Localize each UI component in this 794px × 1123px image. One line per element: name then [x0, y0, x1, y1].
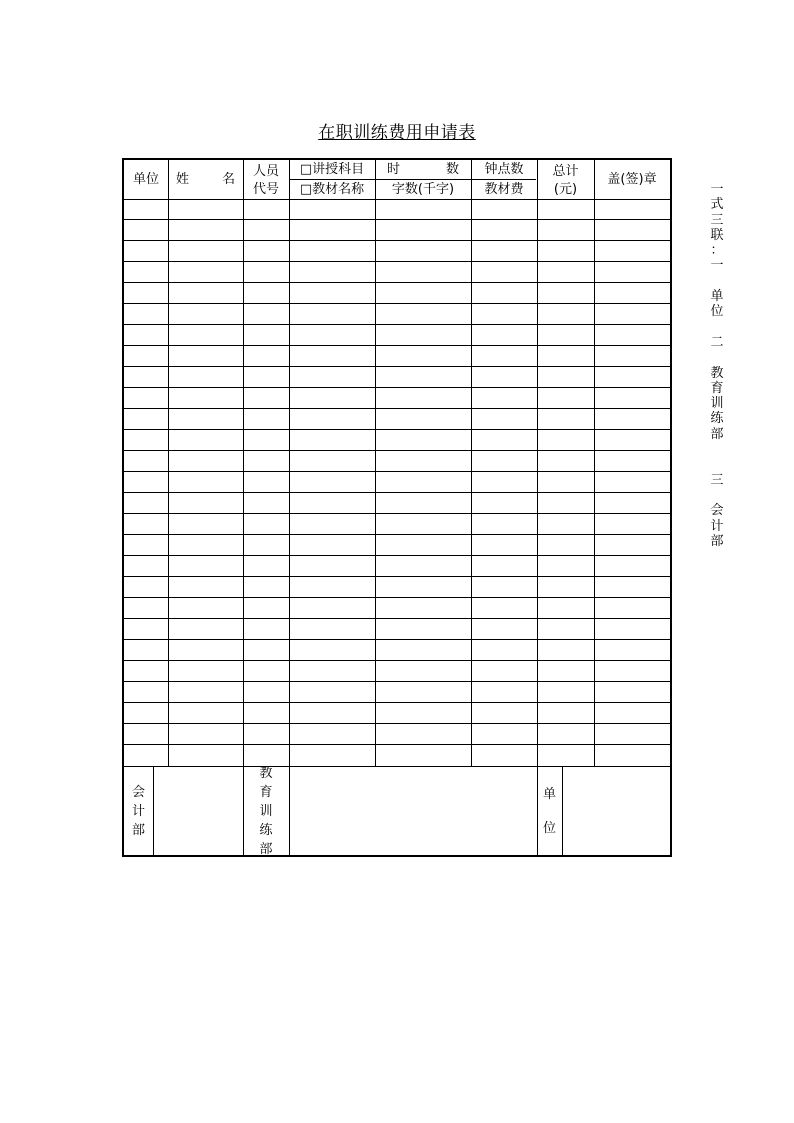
form-title: 在职训练费用申请表 — [318, 123, 476, 143]
copies-note-char: 二 — [710, 334, 724, 350]
header-staff-id-top: 人员 — [252, 163, 279, 179]
copies-note-char — [715, 350, 719, 365]
copies-note-char: 部 — [710, 426, 724, 442]
copies-note-char: 训 — [710, 396, 724, 412]
copies-note-char — [715, 320, 719, 335]
header-unit: 单位 — [132, 172, 159, 187]
table-row[interactable] — [124, 219, 670, 220]
signature-section — [124, 766, 670, 856]
copies-note-char: 单 — [710, 289, 724, 305]
table-row[interactable] — [124, 555, 670, 556]
table-row[interactable] — [124, 723, 670, 724]
training-label-char: 练 — [259, 823, 273, 838]
header-staff-id-bottom: 代号 — [252, 181, 279, 197]
copies-note-char: 一 — [710, 258, 724, 274]
accounting-label-char: 会 — [131, 785, 145, 800]
copies-note-char: 一 — [710, 182, 724, 197]
table-row[interactable] — [124, 744, 670, 745]
table-row[interactable] — [124, 366, 670, 367]
table-row[interactable] — [124, 660, 670, 661]
copies-note-char: 三 — [710, 472, 724, 488]
header-name-part1: 姓 — [176, 172, 190, 187]
unit-label — [537, 767, 562, 856]
copies-note-char — [715, 274, 719, 289]
header-hours-part1: 时 — [387, 162, 401, 177]
copies-note-char: ： — [710, 243, 724, 259]
training-signature-field[interactable] — [290, 767, 537, 856]
accounting-dept-label — [124, 767, 153, 856]
training-label-char: 教 — [259, 766, 273, 781]
training-dept-label — [243, 767, 289, 856]
header-subject-checkbox[interactable]: □讲授科目 — [299, 162, 365, 177]
header-material-checkbox[interactable]: □教材名称 — [299, 182, 365, 197]
unit-label-char: 单 — [542, 786, 556, 802]
table-row[interactable] — [124, 261, 670, 262]
application-form-table — [122, 158, 672, 857]
table-row[interactable] — [124, 303, 670, 304]
table-row[interactable] — [124, 282, 670, 283]
table-row[interactable] — [124, 450, 670, 451]
training-label-char: 育 — [259, 785, 273, 800]
copies-note-char: 育 — [710, 380, 724, 396]
header-seal: 盖(签)章 — [607, 172, 657, 187]
copies-note-char: 教 — [710, 365, 724, 381]
accounting-signature-field[interactable] — [154, 767, 243, 856]
table-row[interactable] — [124, 702, 670, 703]
header-total-bottom: (元) — [553, 181, 578, 197]
copies-note-char: 练 — [710, 411, 724, 427]
table-row[interactable] — [124, 429, 670, 430]
copies-note-char — [715, 488, 719, 503]
copies-note-char: 部 — [710, 533, 724, 549]
table-row[interactable] — [124, 471, 670, 472]
header-sub-divider — [289, 179, 536, 180]
training-label-char: 训 — [259, 804, 273, 819]
table-row[interactable] — [124, 240, 670, 241]
table-row[interactable] — [124, 408, 670, 409]
copies-note-char — [715, 442, 719, 457]
header-rate: 钟点数 — [484, 162, 524, 177]
table-row[interactable] — [124, 681, 670, 682]
copies-note-char: 式 — [710, 197, 724, 213]
copies-note-char: 三 — [710, 212, 724, 228]
copies-note-char: 联 — [710, 227, 724, 243]
table-row[interactable] — [124, 492, 670, 493]
header-material-fee: 教材费 — [484, 182, 524, 197]
header-name — [168, 160, 243, 199]
copies-note-char: 计 — [710, 518, 724, 534]
header-hours — [375, 160, 471, 179]
table-row[interactable] — [124, 345, 670, 346]
table-body — [124, 199, 670, 766]
unit-label-char: 位 — [542, 820, 556, 836]
table-row[interactable] — [124, 534, 670, 535]
copies-note-char — [715, 457, 719, 472]
table-row[interactable] — [124, 324, 670, 325]
table-row[interactable] — [124, 576, 670, 577]
copies-note-char: 位 — [710, 304, 724, 320]
table-header — [124, 160, 670, 200]
table-row[interactable] — [124, 513, 670, 514]
header-total-top: 总计 — [552, 163, 579, 179]
table-row[interactable] — [124, 387, 670, 388]
header-hours-part2: 数 — [445, 162, 459, 177]
copies-note-char: 会 — [710, 503, 724, 519]
table-row[interactable] — [124, 639, 670, 640]
table-row[interactable] — [124, 618, 670, 619]
header-words: 字数(千字) — [391, 182, 455, 197]
training-label-char: 部 — [259, 842, 273, 857]
table-row[interactable] — [124, 597, 670, 598]
unit-signature-field[interactable] — [563, 767, 670, 856]
accounting-label-char: 计 — [131, 804, 145, 819]
accounting-label-char: 部 — [131, 823, 145, 838]
header-name-part2: 名 — [221, 172, 235, 187]
copies-note — [708, 182, 726, 549]
